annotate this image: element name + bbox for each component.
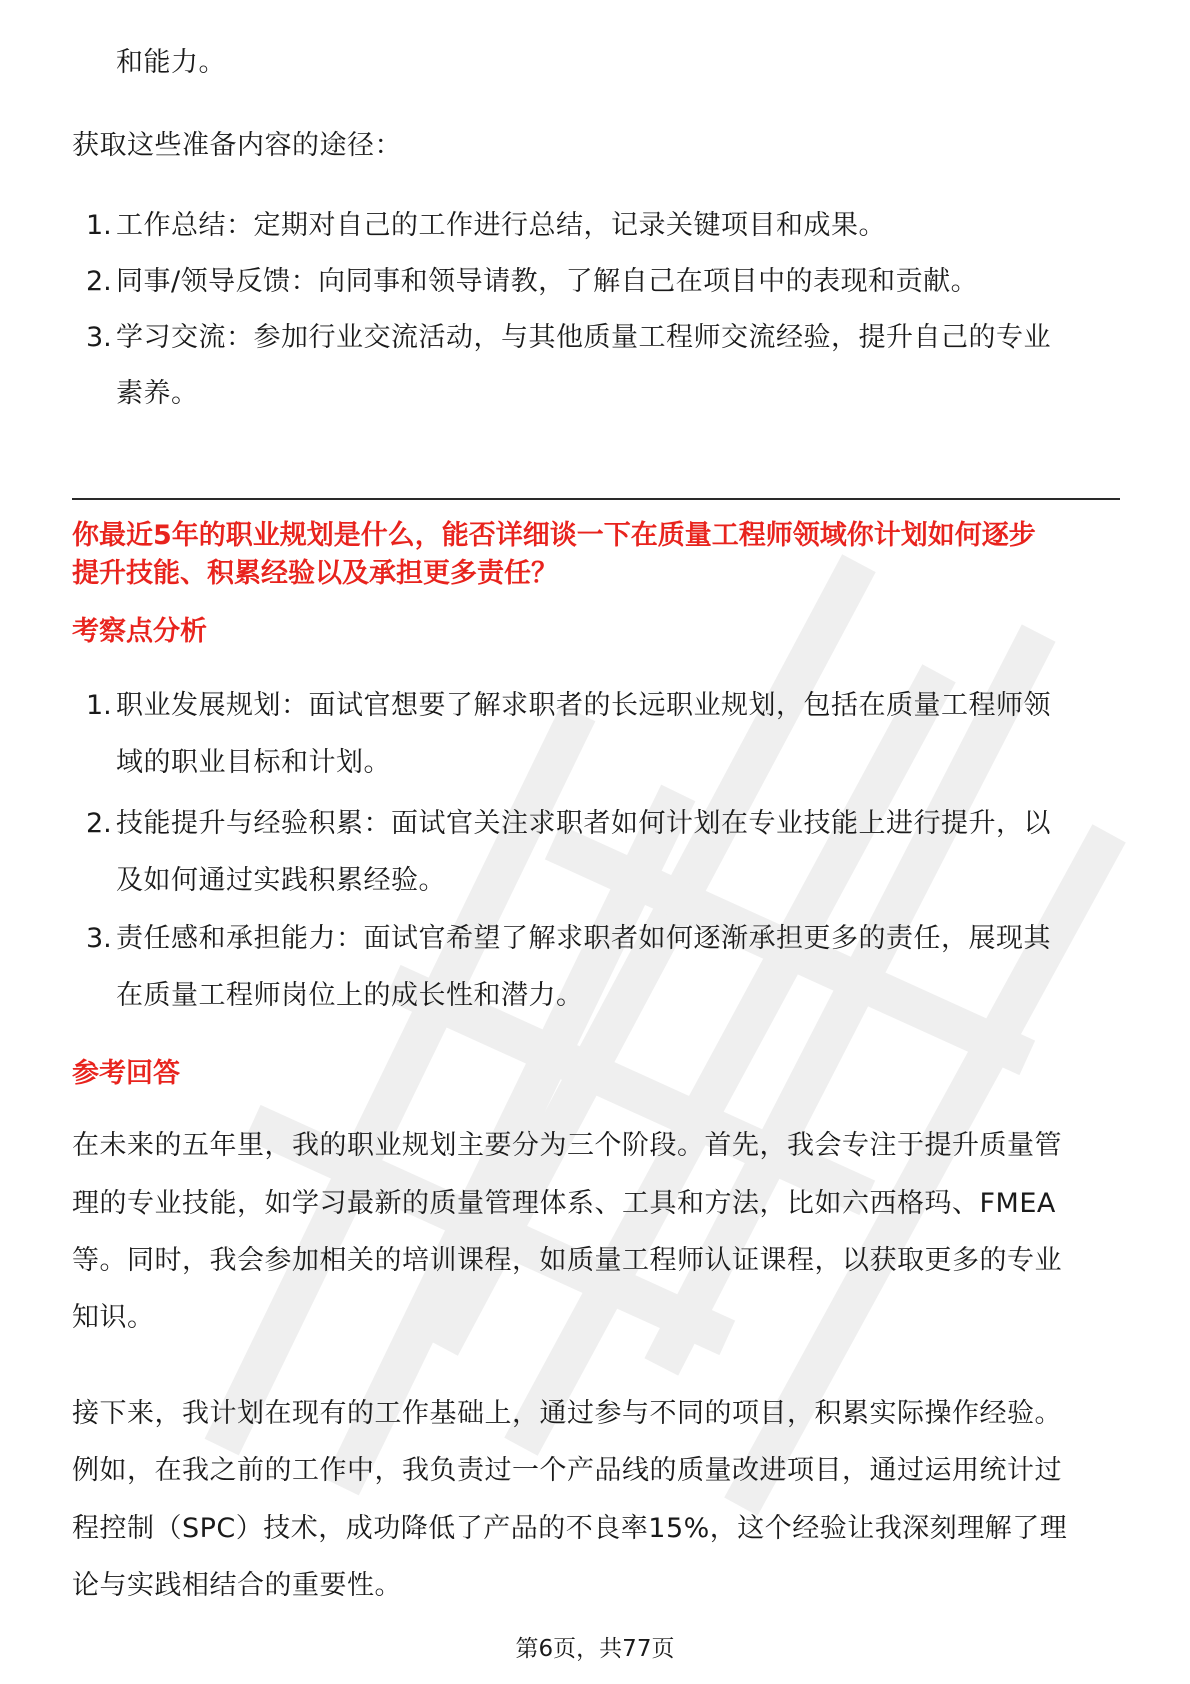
list-item-text: 学习交流：参加行业交流活动，与其他质量工程师交流经验，提升自己的专业: [116, 322, 1051, 353]
answer-paragraph-line: 程控制（SPC）技术，成功降低了产品的不良率15%，这个经验让我深刻理解了理: [72, 1513, 1068, 1544]
analysis-item-text: 职业发展规划：面试官想要了解求职者的长远职业规划，包括在质量工程师领: [116, 690, 1051, 721]
analysis-item-text: 技能提升与经验积累：面试官关注求职者如何计划在专业技能上进行提升，以: [116, 808, 1051, 839]
list-number: 3.: [86, 923, 112, 954]
list-number: 2.: [86, 266, 112, 297]
analysis-item-text: 在质量工程师岗位上的成长性和潜力。: [116, 980, 584, 1011]
continuation-text: 和能力。: [116, 47, 226, 78]
analysis-item-text: 责任感和承担能力：面试官希望了解求职者如何逐渐承担更多的责任，展现其: [116, 923, 1051, 954]
analysis-item-text: 域的职业目标和计划。: [116, 747, 391, 778]
answer-paragraph-line: 例如，在我之前的工作中，我负责过一个产品线的质量改进项目，通过运用统计过: [72, 1455, 1062, 1486]
answer-paragraph-line: 等。同时，我会参加相关的培训课程，如质量工程师认证课程，以获取更多的专业: [72, 1245, 1062, 1276]
page-number-footer: 第6页，共77页: [515, 1636, 675, 1662]
answer-paragraph-line: 在未来的五年里，我的职业规划主要分为三个阶段。首先，我会专注于提升质量管: [72, 1130, 1062, 1161]
list-item-text: 工作总结：定期对自己的工作进行总结，记录关键项目和成果。: [116, 210, 886, 241]
list-number: 3.: [86, 322, 112, 353]
list-number: 2.: [86, 808, 112, 839]
analysis-item-text: 及如何通过实践积累经验。: [116, 865, 446, 896]
answer-paragraph-line: 接下来，我计划在现有的工作基础上，通过参与不同的项目，积累实际操作经验。: [72, 1398, 1062, 1429]
answer-paragraph-line: 论与实践相结合的重要性。: [72, 1570, 402, 1601]
list-number: 1.: [86, 210, 112, 241]
answer-paragraph-line: 知识。: [72, 1302, 155, 1333]
answer-paragraph-line: 理的专业技能，如学习最新的质量管理体系、工具和方法，比如六西格玛、FMEA: [72, 1188, 1056, 1219]
question-title: 你最近5年的职业规划是什么，能否详细谈一下在质量工程师领域你计划如何逐步: [72, 520, 1036, 551]
question-title: 提升技能、积累经验以及承担更多责任？: [72, 558, 558, 589]
section-divider: [72, 498, 1120, 500]
sources-intro: 获取这些准备内容的途径：: [72, 130, 402, 161]
analysis-heading: 考察点分析: [72, 616, 207, 647]
list-number: 1.: [86, 690, 112, 721]
list-item-text: 同事/领导反馈：向同事和领导请教，了解自己在项目中的表现和贡献。: [116, 266, 979, 297]
answer-heading: 参考回答: [72, 1058, 180, 1089]
list-item-text: 素养。: [116, 378, 199, 409]
